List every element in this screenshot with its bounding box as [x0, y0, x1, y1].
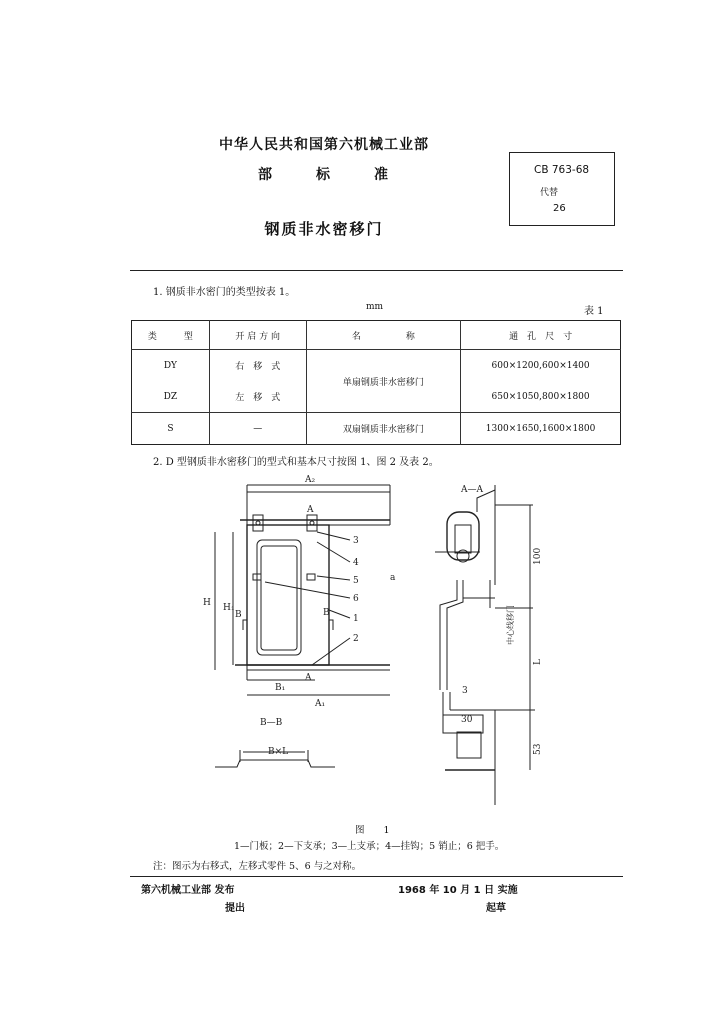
cell-type: DY [163, 360, 177, 371]
issuer: 第六机械工业部 发布 [141, 885, 235, 896]
callout-1: 1 [353, 614, 359, 624]
table-row [132, 350, 621, 382]
callout-5: 5 [353, 576, 359, 586]
label-dim30: 30 [461, 715, 473, 725]
label-A-bottom: A [305, 673, 312, 683]
label-section-AA: A—A [461, 485, 483, 495]
figure-1-drawing [195, 470, 565, 820]
label-H: H [203, 598, 211, 608]
label-section-BB: B—B [260, 718, 283, 728]
bottom-rule [130, 876, 623, 877]
label-dim100: 100 [533, 547, 543, 565]
unit-label: mm [366, 302, 384, 312]
label-dot: a [390, 573, 396, 583]
page-number: 26 [553, 203, 566, 214]
cell-direction: — [209, 413, 306, 445]
callout-3: 3 [353, 536, 359, 546]
label-center-note: 中心线移门 [506, 605, 515, 645]
cell-name: 单扇钢质非水密移门 [306, 350, 461, 413]
cell-size: 600×1200,600×1400 [461, 350, 621, 382]
effective-date: 1968 年 10 月 1 日 实施 [398, 885, 518, 896]
section2-text: 2. D 型钢质非水密移门的型式和基本尺寸按图 1、图 2 及表 2。 [153, 457, 439, 468]
callout-4: 4 [353, 558, 359, 568]
cell-direction: 右 移 式 [209, 350, 306, 382]
doc-code-box [509, 152, 615, 226]
label-BxL: B×L [268, 747, 289, 757]
table-header-row [132, 321, 621, 350]
cell-type: DZ [163, 391, 178, 402]
label-A: A [307, 505, 314, 515]
col-name: 名 称 [306, 321, 461, 350]
label-B1: B₁ [275, 683, 286, 693]
cell-size: 1300×1650,1600×1800 [461, 413, 621, 445]
cell-direction: 左 移 式 [209, 381, 306, 413]
figure-caption: 图 1 [355, 825, 390, 836]
label-L: L [533, 659, 543, 665]
figure-legend: 1—门板；2—下支承；3—上支承；4—挂钩；5 销止；6 把手。 [234, 841, 505, 852]
front-view [215, 485, 390, 695]
ministry-heading: 中华人民共和国第六机械工业部 [219, 137, 429, 153]
cell-size: 650×1050,800×1800 [461, 381, 621, 413]
label-H1: H₁ [223, 603, 235, 613]
standard-char-2: 标 [316, 167, 330, 183]
standard-char-3: 准 [374, 167, 388, 183]
cell-type: S [167, 423, 174, 434]
section-AA-view [435, 485, 535, 805]
standard-char-1: 部 [258, 167, 272, 183]
label-A2: A₂ [305, 475, 316, 485]
table-row [132, 413, 621, 445]
proposer: 提出 [225, 903, 245, 914]
replaces-label: 代替 [540, 188, 559, 198]
cell-name: 双扇钢质非水密移门 [306, 413, 461, 445]
figure-note: 注：图示为右移式，左移式零件 5、6 与之对称。 [153, 861, 362, 872]
doc-code: CB 763-68 [534, 164, 590, 176]
label-dim3: 3 [462, 686, 468, 696]
label-B-left: B [235, 610, 242, 620]
document-title: 钢质非水密移门 [264, 220, 384, 238]
label-dim53: 53 [533, 743, 543, 755]
section1-text: 1. 钢质非水密门的类型按表 1。 [153, 287, 296, 298]
label-B-right: B [323, 608, 330, 618]
col-size: 通 孔 尺 寸 [461, 321, 621, 350]
table-label: 表 1 [584, 306, 604, 317]
type-table [131, 320, 621, 445]
label-A1: A₁ [315, 699, 326, 709]
col-type: 类 型 [132, 321, 210, 350]
top-rule [130, 270, 623, 271]
col-direction: 开 启 方 向 [209, 321, 306, 350]
callout-6: 6 [353, 594, 359, 604]
drafter: 起草 [486, 903, 506, 914]
callout-2: 2 [353, 634, 359, 644]
